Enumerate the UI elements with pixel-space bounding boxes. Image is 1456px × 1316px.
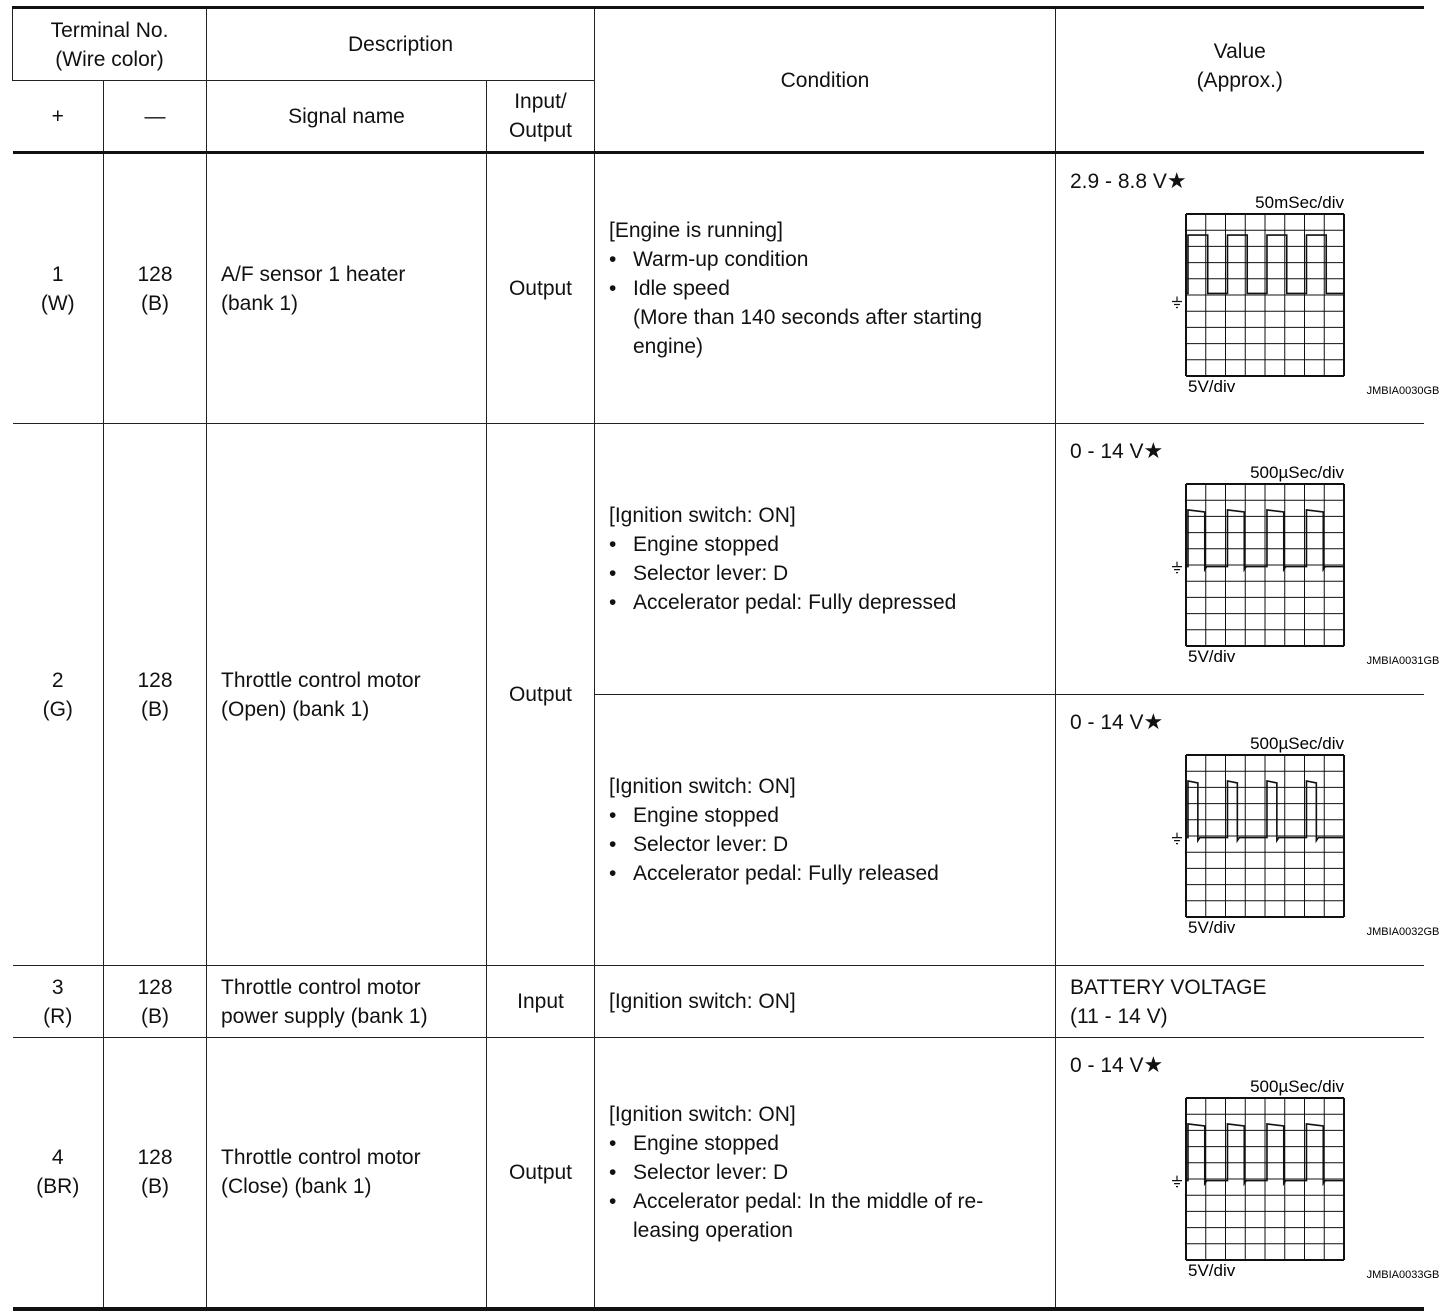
- input-output: Output: [487, 153, 595, 424]
- condition-bullet: • Selector lever: D: [609, 1158, 1047, 1187]
- oscilloscope-waveform-icon: [1098, 193, 1440, 426]
- star-icon: ★: [1143, 438, 1164, 463]
- time-div-label: 500µSec/div: [1250, 734, 1344, 753]
- volt-div-label: 5V/div: [1188, 1261, 1236, 1280]
- condition-bullet: • Accelerator pedal: Fully depressed: [609, 588, 1047, 617]
- star-icon: ★: [1143, 709, 1164, 734]
- value-cell: BATTERY VOLTAGE (11 - 14 V): [1056, 966, 1424, 1038]
- value-header: Value (Approx.): [1056, 8, 1424, 153]
- value-cell: [1056, 153, 1440, 424]
- terminal-plus: 1 (W): [13, 153, 104, 424]
- figure-code: JMBIA0032GB: [1366, 926, 1440, 938]
- oscilloscope-waveform-icon: [1098, 1077, 1440, 1310]
- table-row: [13, 424, 1424, 695]
- condition-bullet: • Engine stopped: [609, 530, 1047, 559]
- condition-cell: [595, 424, 1056, 695]
- condition-cell: [595, 966, 1056, 1038]
- volt-div-label: 5V/div: [1188, 918, 1236, 937]
- condition-title: [Ignition switch: ON]: [609, 504, 796, 527]
- condition-title: [Ignition switch: ON]: [609, 1102, 796, 1126]
- oscilloscope-waveform-icon: [1098, 463, 1440, 696]
- condition-bullet: • Engine stopped: [609, 1129, 1047, 1158]
- value-label: 0 - 14 V★: [1070, 709, 1164, 734]
- terminal-header: Terminal No. (Wire color): [13, 8, 207, 81]
- value-label: 0 - 14 V★: [1070, 438, 1164, 463]
- value-cell: [1056, 695, 1440, 966]
- condition-title: [Ignition switch: ON]: [609, 775, 796, 798]
- terminal-minus: 128 (B): [104, 966, 207, 1038]
- signal-name-header: Signal name: [207, 81, 487, 153]
- condition-title: [Engine is running]: [609, 219, 783, 242]
- volt-div-label: 5V/div: [1188, 377, 1236, 396]
- signal-name: Throttle control motor (Close) (bank 1): [207, 1038, 487, 1309]
- input-output: Output: [487, 424, 595, 966]
- terminal-minus: 128 (B): [104, 1038, 207, 1309]
- value-label: 0 - 14 V★: [1070, 1052, 1164, 1077]
- terminal-table: [12, 6, 1440, 1311]
- plus-header: +: [13, 81, 104, 153]
- volt-div-label: 5V/div: [1188, 647, 1236, 666]
- condition-title: [Ignition switch: ON]: [609, 990, 796, 1013]
- condition-bullet: • Selector lever: D: [609, 830, 1047, 859]
- condition-bullet: • Warm-up condition: [609, 245, 1047, 274]
- input-output-header: Input/ Output: [487, 81, 595, 153]
- value-cell: [1056, 424, 1440, 695]
- table-row: [13, 966, 1424, 1038]
- input-output: Input: [487, 966, 595, 1038]
- time-div-label: 500µSec/div: [1250, 1077, 1344, 1096]
- condition-bullet: • Engine stopped: [609, 801, 1047, 830]
- condition-cell: [595, 153, 1056, 424]
- table-row: [13, 153, 1424, 424]
- condition-cell: [595, 695, 1056, 966]
- condition-bullet: • Selector lever: D: [609, 559, 1047, 588]
- terminal-plus: 4 (BR): [13, 1038, 104, 1309]
- terminal-minus: 128 (B): [104, 153, 207, 424]
- signal-name: Throttle control motor (Open) (bank 1): [207, 424, 487, 966]
- terminal-plus: 3 (R): [13, 966, 104, 1038]
- terminal-minus: 128 (B): [104, 424, 207, 966]
- condition-bullet: • Accelerator pedal: Fully released: [609, 859, 1047, 888]
- input-output: Output: [487, 1038, 595, 1309]
- star-icon: ★: [1143, 1052, 1164, 1077]
- time-div-label: 50mSec/div: [1255, 193, 1344, 212]
- oscilloscope-waveform-icon: [1098, 734, 1440, 967]
- signal-name: Throttle control motor power supply (bank 1): [207, 966, 487, 1038]
- minus-header: —: [104, 81, 207, 153]
- description-header: Description: [207, 8, 595, 81]
- star-icon: ★: [1166, 168, 1187, 193]
- condition-bullet: • Idle speed (More than 140 seconds after starting engine): [609, 274, 1047, 361]
- value-cell: [1056, 1038, 1440, 1309]
- condition-bullet: • Accelerator pedal: In the middle of re- leasing operation: [609, 1187, 1047, 1245]
- figure-code: JMBIA0030GB: [1366, 385, 1440, 397]
- terminal-plus: 2 (G): [13, 424, 104, 966]
- time-div-label: 500µSec/div: [1250, 463, 1344, 482]
- signal-name: A/F sensor 1 heater (bank 1): [207, 153, 487, 424]
- value-label: 2.9 - 8.8 V★: [1070, 168, 1187, 193]
- condition-header: Condition: [595, 8, 1056, 153]
- figure-code: JMBIA0033GB: [1366, 1269, 1440, 1281]
- table-row: [13, 1038, 1424, 1309]
- figure-code: JMBIA0031GB: [1366, 655, 1440, 667]
- condition-cell: [595, 1038, 1056, 1309]
